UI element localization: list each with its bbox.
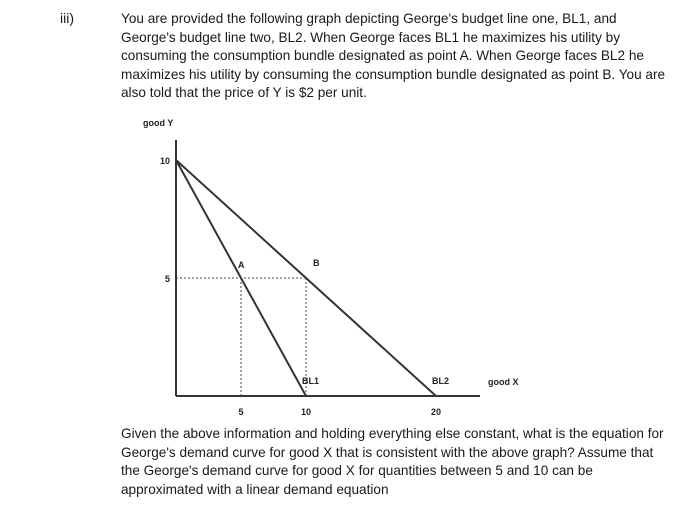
budget-line-BL1 bbox=[176, 160, 306, 396]
x-tick-label-20: 20 bbox=[430, 407, 442, 417]
point-label-A: A bbox=[238, 260, 245, 270]
question-intro: You are provided the following graph depicting George's budget line one, BL1, and George's budget line two, BL2. When George faces BL1 he maximizes his utility by consuming the consumption bundle designated as point A. When George faces BL2 he maximizes his utility by consuming the consumption bundle designated as point B. You are also told that the price of Y is $2 per unit. bbox=[121, 11, 666, 101]
x-axis-label: good X bbox=[488, 377, 519, 387]
question-number: iii) bbox=[60, 10, 74, 26]
y-axis-label: good Y bbox=[143, 118, 174, 128]
x-tick-label-5: 5 bbox=[238, 407, 244, 417]
question-prompt: Given the above information and holding everything else constant, what is the equation for George's demand curve for good X that is consistent with the above graph? Assume that the George's demand curve for good X for quantities between 5 and 10 can be approximated with a linear demand equation bbox=[121, 426, 664, 497]
budget-line-BL2 bbox=[176, 160, 436, 396]
point-label-B: B bbox=[313, 258, 320, 268]
series-label-BL1: BL1 bbox=[302, 376, 320, 386]
x-tick-label-10: 10 bbox=[300, 407, 312, 417]
y-tick-label-5: 5 bbox=[164, 274, 170, 284]
y-tick-label-10: 10 bbox=[159, 156, 170, 166]
series-label-BL2: BL2 bbox=[432, 376, 450, 386]
